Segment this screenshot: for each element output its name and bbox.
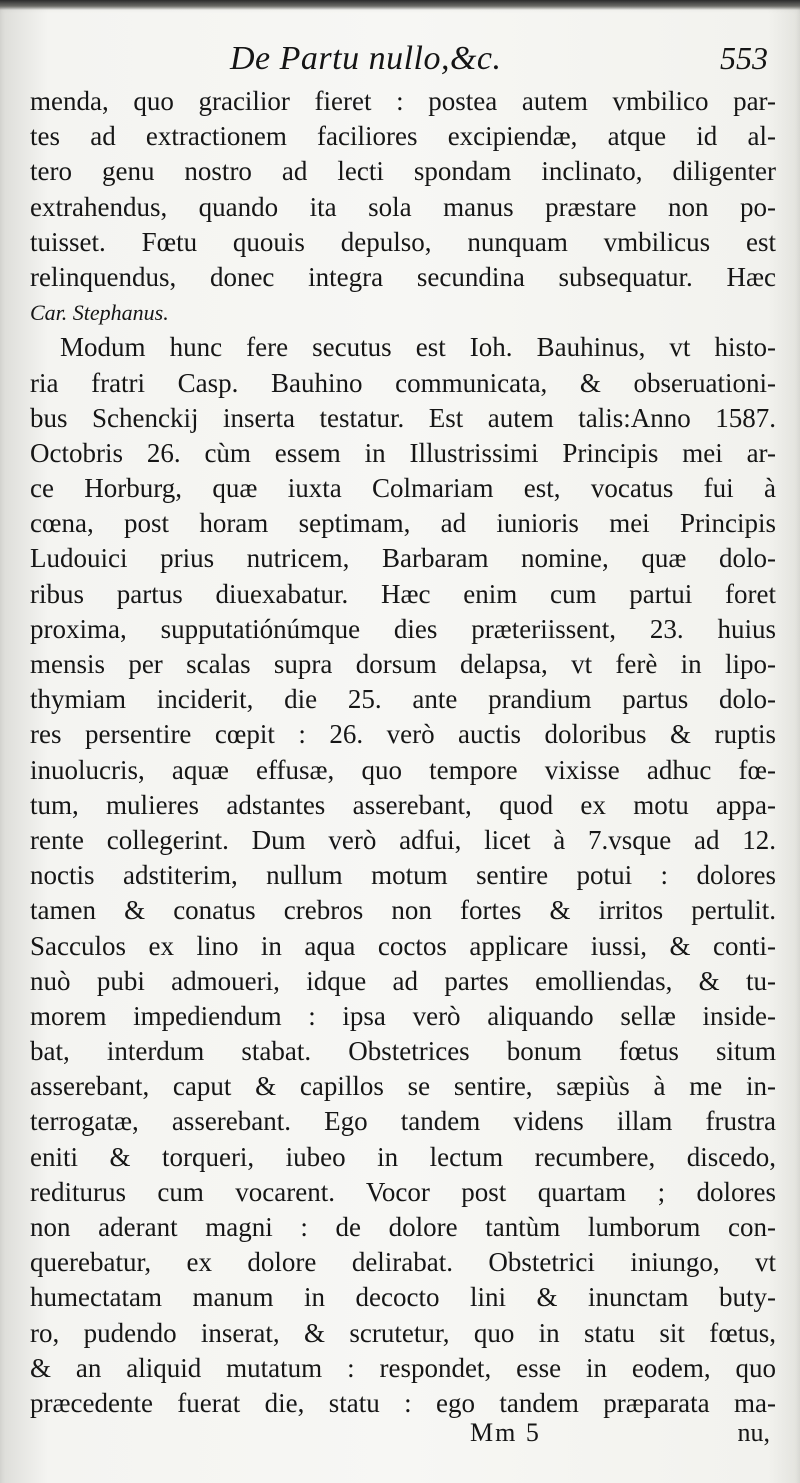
catchword: nu, [737, 1418, 770, 1447]
text-line: nuò pubi admoueri, idque ad partes emolliendas, & tu- [30, 965, 776, 996]
text-line: bat, interdum stabat. Obstetrices bonum fœtus situm [30, 1036, 776, 1067]
text-line: eniti & torqueri, iubeo in lectum recumbere, discedo, [30, 1141, 776, 1172]
text-line: ce Horburg, quæ iuxta Colmariam est, vocatus fui à [30, 473, 776, 504]
text-line: non aderant magni : de dolore tantùm lumborum con- [30, 1212, 776, 1242]
text-line: querebatur, ex dolore delirabat. Obstetrici iniungo, vt [30, 1247, 776, 1278]
text-line: præcedente fuerat die, statu : ego tandem præparata ma- [30, 1387, 776, 1418]
text-line: ribus partus diuexabatur. Hæc enim cum partui foret [30, 578, 776, 609]
text-line: Car. Stephanus. [30, 300, 169, 326]
text-line: ro, pudendo inserat, & scrutetur, quo in statu sit fœtus, [30, 1317, 776, 1348]
text-line: thymiam inciderit, die 25. ante prandium partus dolo- [30, 684, 776, 715]
text-line: rediturus cum vocarent. Vocor post quartam ; dolores [30, 1176, 776, 1207]
body-text [30, 84, 776, 1421]
text-line: Sacculos ex lino in aqua coctos applicare iussi, & conti- [30, 930, 776, 961]
text-line: menda, quo gracilior fieret : postea autem vmbilico par- [30, 86, 776, 116]
text-line: tum, mulieres adstantes asserebant, quod ex motu appa- [30, 789, 776, 820]
signature-mark: Mm 5 [470, 1418, 541, 1447]
text-line: res persentire cœpit : 26. verò auctis doloribus & ruptis [30, 719, 776, 750]
text-line: asserebant, caput & capillos se sentire, sæpiùs à me in- [30, 1071, 776, 1102]
text-line: & an aliquid mutatum : respondet, esse in eodem, quo [30, 1352, 776, 1383]
text-line: tero genu nostro ad lecti spondam inclinato, diligenter [30, 156, 776, 187]
text-line: mensis per scalas supra dorsum delapsa, vt ferè in lipo- [30, 649, 776, 679]
text-line: morem impediendum : ipsa verò aliquando sellæ inside- [30, 1000, 776, 1031]
running-title: De Partu nullo,&c. [230, 40, 502, 77]
text-line: terrogatæ, asserebant. Ego tandem videns illam frustra [30, 1106, 776, 1137]
text-line: noctis adstiterim, nullum motum sentire potui : dolores [30, 860, 776, 891]
text-line: tuisset. Fœtu quouis depulso, nunquam vmbilicus est [30, 226, 776, 257]
text-line: tes ad extractionem faciliores excipiendæ, atque id al- [30, 121, 776, 152]
paragraph-start-line: Modum hunc fere secutus est Ioh. Bauhinus, vt histo- [60, 332, 776, 363]
text-line: Ludouici prius nutricem, Barbaram nomine, quæ dolo- [30, 543, 776, 574]
text-line: extrahendus, quando ita sola manus præstare non po- [30, 191, 776, 222]
text-line: tamen & conatus crebros non fortes & irritos pertulit. [30, 895, 776, 926]
text-line: relinquendus, donec integra secundina subsequatur. Hæc [30, 261, 776, 292]
text-line: inuolucris, aquæ effusæ, quo tempore vixisse adhuc fœ- [30, 754, 776, 785]
text-line: humectatam manum in decocto lini & inunctam buty- [30, 1282, 776, 1313]
text-line: Octobris 26. cùm essem in Illustrissimi Principis mei ar- [30, 437, 776, 468]
text-line: rente collegerint. Dum verò adfui, licet à 7.vsque ad 12. [30, 824, 776, 855]
page-top-edge-shadow [0, 0, 800, 10]
text-line: proxima, supputatiónúmque dies præteriissent, 23. huius [30, 613, 776, 644]
page-number: 553 [720, 40, 768, 76]
page-footer [0, 1418, 800, 1458]
text-line: ria fratri Casp. Bauhino communicata, & obseruationi- [30, 367, 776, 398]
text-line: cœna, post horam septimam, ad iunioris mei Principis [30, 508, 776, 539]
text-line: bus Schenckij inserta testatur. Est autem talis:Anno 1587. [30, 402, 776, 433]
